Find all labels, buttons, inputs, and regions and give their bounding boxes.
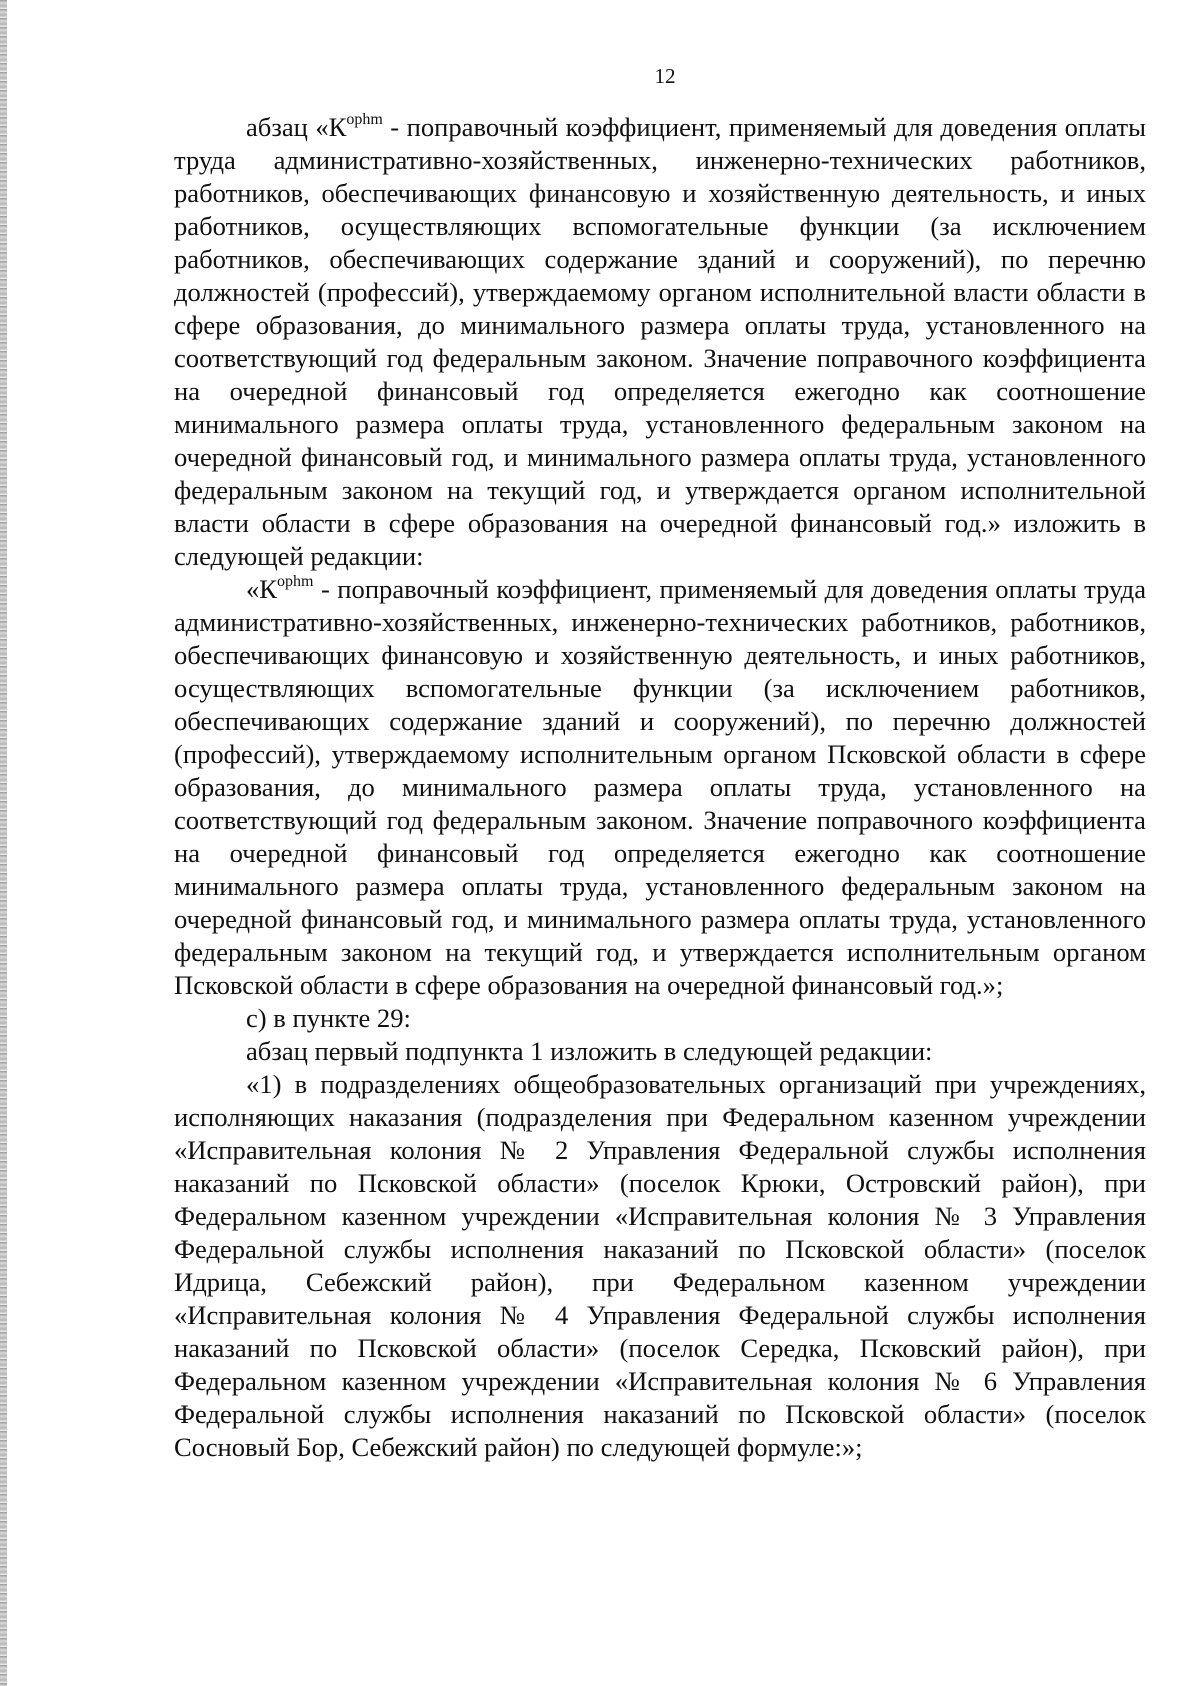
paragraph-text: - поправочный коэффициент, применяемый для доведения оплаты труда административно-хозяйственных, инженерно-технических работников, работников, обеспечивающих финансовую и хозяйственную деятельность, и иных работников, осуществляющих вспомогательные функции (за исключением работников, обеспечивающих содержание зданий и сооружений), по перечню должностей (профессий), утверждаемому органом исполнительной власти области в сфере образования, до минимального размера оплаты труда, установленного на соответствующий год федеральным законом. Значение поправочного коэффициента на очередной финансовый год определяется ежегодно как соотношение минимального размера оплаты труда, установленного федеральным законом на очередной финансовый год, и минимального размера оплаты труда, установленного федеральным законом на текущий год, и утверждается органом исполнительной власти области в сфере образования на очередной финансовый год.» изложить в следующей редакции: <box>174 112 1146 571</box>
paragraph-open: «К <box>246 574 278 604</box>
paragraph-abzac-k-orhm <box>174 111 1146 573</box>
paragraph-point-29: с) в пункте 29: <box>246 1003 411 1033</box>
paragraph-open: абзац «К <box>246 112 347 142</box>
scan-edge-artifact <box>0 0 7 1686</box>
paragraph-text: - поправочный коэффициент, применяемый для доведения оплаты труда административно-хозяйственных, инженерно-технических работников, работников, обеспечивающих финансовую и хозяйственную деятельность, и иных работников, осуществляющих вспомогательные функции (за исключением работников, обеспечивающих содержание зданий и сооружений), по перечню должностей (профессий), утверждаемому исполнительным органом Псковской области в сфере образования, до минимального размера оплаты труда, установленного на соответствующий год федеральным законом. Значение поправочного коэффициента на очередной финансовый год определяется ежегодно как соотношение минимального размера оплаты труда, установленного федеральным законом на очередной финансовый год, и минимального размера оплаты труда, установленного федеральным законом на текущий год, и утверждается исполнительным органом Псковской области в сфере образования на очередной финансовый год.»; <box>174 574 1146 1000</box>
paragraph-subpoint-1-text: «1) в подразделениях общеобразовательных организаций при учреждениях, исполняющих наказания (подразделения при Федеральном казенном учреждении «Исправительная колония № 2 Управления Федеральной службы исполнения наказаний по Псковской области» (поселок Крюки, Островский район), при Федеральном казенном учреждении «Исправительная колония № 3 Управления Федеральной службы исполнения наказаний по Псковской области» (поселок Идрица, Себежский район), при Федеральном казенном учреждении «Исправительная колония № 4 Управления Федеральной службы исполнения наказаний по Псковской области» (поселок Середка, Псковский район), при Федеральном казенном учреждении «Исправительная колония № 6 Управления Федеральной службы исполнения наказаний по Псковской области» (поселок Сосновый Бор, Себежский район) по следующей формуле:»; <box>174 1069 1146 1462</box>
document-body <box>174 111 1146 1464</box>
page-number: 12 <box>654 64 676 88</box>
k-superscript: орhm <box>346 111 383 128</box>
k-superscript: орhm <box>277 573 314 590</box>
paragraph-subpoint-1-intro: абзац первый подпункта 1 изложить в следующей редакции: <box>246 1036 933 1066</box>
paragraph-new-edition-k-orhm <box>174 573 1146 1002</box>
